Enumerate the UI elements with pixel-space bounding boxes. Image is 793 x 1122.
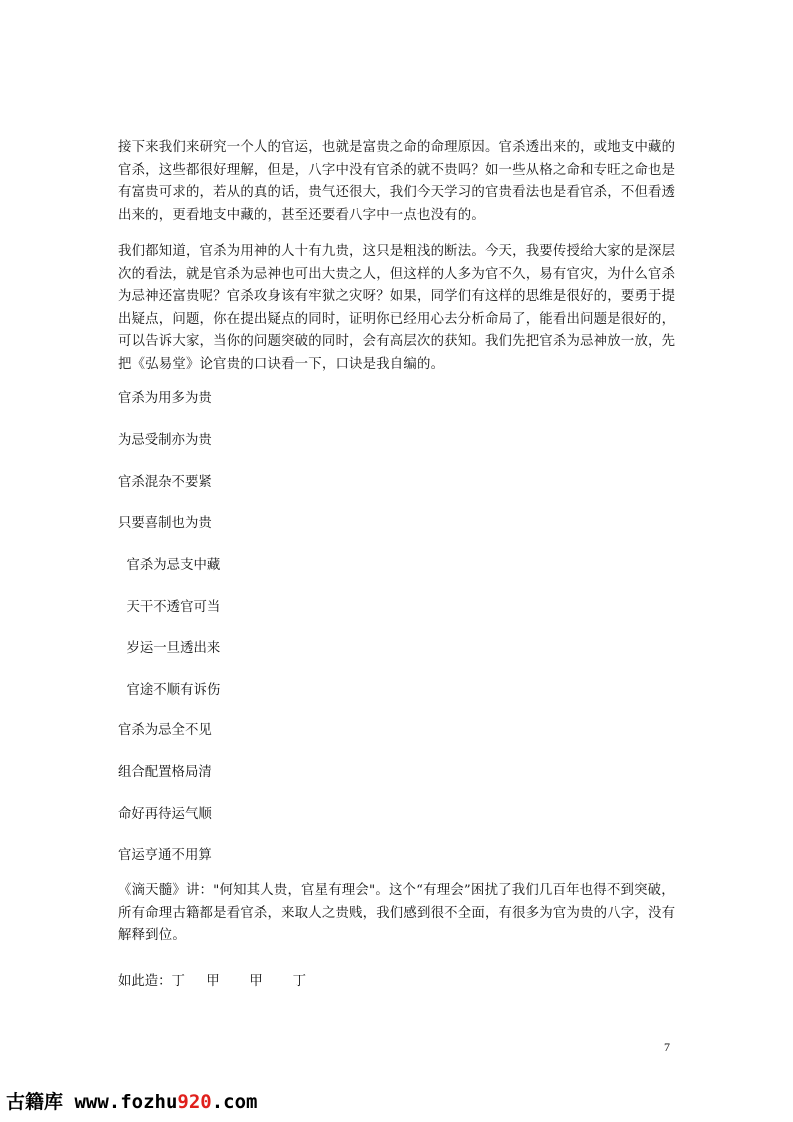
- page-number: 7: [664, 1040, 670, 1054]
- verse-line: 官杀混杂不要紧: [118, 475, 212, 490]
- paragraph-discussion: 我们都知道，官杀为用神的人十有九贵，这只是粗浅的断法。今天，我要传授给大家的是深层次的看法，就是官杀为忌神也可出大贵之人，但这样的人多为官不久，易有官灾，为什么官杀为忌神还富贵呢？官杀攻身该有牢狱之灾呀？如果，同学们有这样的思维是很好的，要勇于提出疑点，问题，你在提出疑点的同时，证明你已经用心去分析命局了，能看出问题是很好的，可以告诉大家，当你的问题突破的同时，会有高层次的获知。我们先把官杀为忌神放一放，先把《弘易堂》论官贵的口诀看一下，口诀是我自编的。: [118, 244, 676, 372]
- verse-line: 官杀为忌支中藏: [118, 558, 221, 573]
- example-line: 如此造：丁 甲 甲 丁: [118, 974, 306, 989]
- watermark-site-name: 古籍库: [6, 1091, 64, 1113]
- watermark-url-highlight: 920: [177, 1091, 212, 1113]
- watermark-url-prefix: www.fozhu: [63, 1091, 178, 1113]
- paragraph-intro: 接下来我们来研究一个人的官运，也就是富贵之命的命理原因。官杀透出来的，或地支中藏的官杀，这些都很好理解，但是，八字中没有官杀的就不贵吗？如一些从格之命和专旺之命也是有富贵可求的，若从的真的话，贵气还很大，我们今天学习的官贵看法也是看官杀，不但看透出来的，更看地支中藏的，甚至还要看八字中一点也没有的。: [118, 140, 676, 223]
- verse-line: 官运亨通不用算: [118, 848, 212, 863]
- verse-line: 官杀为忌全不见: [118, 723, 212, 738]
- verse-line: 命好再待运气顺: [118, 807, 212, 822]
- site-watermark: [6, 1087, 258, 1114]
- verse-line: 为忌受制亦为贵: [118, 433, 212, 448]
- verse-line: 天干不透官可当: [118, 600, 221, 615]
- verse-line: 官杀为用多为贵: [118, 391, 212, 406]
- verse-line: 岁运一旦透出来: [118, 641, 221, 656]
- verse-line: 组合配置格局清: [118, 765, 212, 780]
- paragraph-closing: 《滴天髓》讲："何知其人贵，官星有理会"。这个“有理会”困扰了我们几百年也得不到突破，所有命理古籍都是看官杀，来取人之贵贱，我们感到很不全面，有很多为官为贵的八字，没有解释到位。: [118, 883, 676, 943]
- verse-line: 只要喜制也为贵: [118, 516, 212, 531]
- watermark-url-suffix: .com: [211, 1091, 258, 1113]
- verse-line: 官途不顺有诉伤: [118, 683, 221, 698]
